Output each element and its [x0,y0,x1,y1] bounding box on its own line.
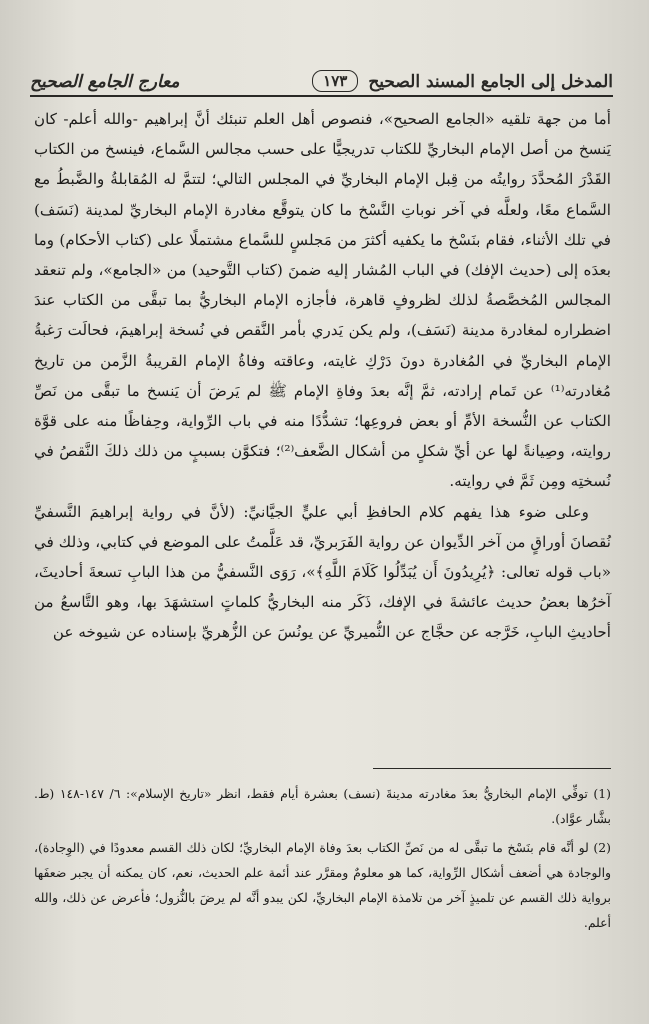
footnote: (2) لو أنَّه قام بنَسْخ ما تبقَّى له من نَصِّ الكتاب بعدَ وفاة الإمام البخاريِّ؛ لكان ذلك القسم معدودًا في (الوِجادة)، والوجادة هي أضعف أشكال الرِّواية، كما هو معلومٌ ومقرَّر عند أئمة علم الحديث، نعم، كان يمكنه أن يجبر ضعفَها برواية ذلك القسم عن تلميذٍ آخر من تلامذة الإمام البخاريِّ، لكن يبدو أنَّه لم يرضَ بالنُّزول؛ فأعرض عن ذلك، والله أعلم. [34,840,611,930]
paragraph: أما من جهة تلقيه «الجامع الصحيح»، فنصوص أهل العلم تنبئك أنَّ إبراهيم -والله أعلم- كان يَنسخ من أصل الإمام البخاريِّ للكتاب تدريجيًّا على حسب مجالس السَّماع، فينسخ من الكتاب القَدْرَ المُحدَّدَ روايتُه من قِبل الإمام البخاريِّ في المجلس التالي؛ لتتمَّ له المُقابلةُ والضَّبطُ مع السَّماع معًا، ولعلَّه في آخر نوباتِ النَّسْخ ما كان يتوقَّع مغادرة الإمام البخاريِّ لمدينة (نَسَف) في تلك الأثناء، فقام بنَسْخ ما يكفيه أكثرَ من مَجلسٍ للسَّماع مشتملًا على (كتاب الأحكام) وما بعدَه إلى (حديث الإفك) في الباب المُشار إليه ضمنَ (كتاب التَّوحيد) من «الجامع»، ولم تنعقد المجالس المُخصَّصةُ لذلك لظروفٍ قاهرة، فأجازه الإمام البخاريُّ بما تبقَّى من الكتاب عندَ اضطراره لمغادرة مدينة (نَسَف)، ولم يكن يَدري بأمر النَّقص في نُسخة إبراهيمَ، فحالَت رَغبةُ الإمام البخاريِّ في المُغادرة دونَ دَرْكِ غايته، وعاقته وفاةُ الإمام القريبةُ الزَّمن من تاريخ مُغادرته⁽¹⁾ عن تَمام إرادته، ثمَّ إنَّه بعدَ وفاةِ الإمام ﷺ لم يَرضَ أن يَنسخ ما تبقَّى من نَصِّ الكتاب عن النُّسخة الأمِّ أو بعض فروعِها؛ تشدُّدًا منه في باب الرِّواية، وحِفاظًا منه على قوَّة روايته، وصِيانةً لها عن أيِّ شكلٍ من أشكال الضَّعف⁽²⁾؛ فتكوَّن بسببٍ من ذلك ذلكَ النَّقصُ في نُسختِه ومِن ثَمَّ في روايته. [34,110,611,491]
running-head-right-group [306,70,613,92]
running-head-title: المدخل إلى الجامع المسند الصحيح [368,72,613,92]
main-text [34,104,611,648]
header-rule [30,95,613,97]
page-number: ١٧٣ [312,70,358,92]
paragraph: وعلى ضوء هذا يفهم كلام الحافظِ أبي عليٍّ الجيَّانيِّ: (لأنَّ في رواية إبراهيمَ النَّسفيِّ نُقصانَ أوراقٍ من آخر الدِّيوان عن رواية الفَرَبريِّ، قد عَلَّمتُ على الموضع في كتابي، وذلك في «باب قوله تعالى: ﴿يُرِيدُونَ أَن يُبَدِّلُوا كَلَامَ اللَّهِ﴾»، رَوَى النَّسفيُّ من هذا البابِ تسعةَ أحاديثَ، آخرُها بعضُ حديث عائشةَ في الإفك، ذَكَر منه البخاريُّ كلماتٍ استشهَدَ بها، وهو التَّاسعُ من أحاديثِ البابِ، خَرَّجه عن حجَّاج عن النُّميريِّ عن يونُسَ عن الزُّهريِّ بإسناده عن شيوخه عن [34,502,611,642]
footnote: (1) توفِّي الإمام البخاريُّ بعدَ مغادرته مدينةَ (نسف) بعشرة أيام فقط، انظر «تاريخ الإسلام»: ٦/ ١٤٧-١٤٨ (ط. بشَّار عوَّاد). [34,786,612,826]
footnote-separator [373,768,611,769]
footnotes [34,781,611,939]
running-head-book-title: معارج الجامع الصحيح [30,72,180,92]
running-head [30,52,613,92]
